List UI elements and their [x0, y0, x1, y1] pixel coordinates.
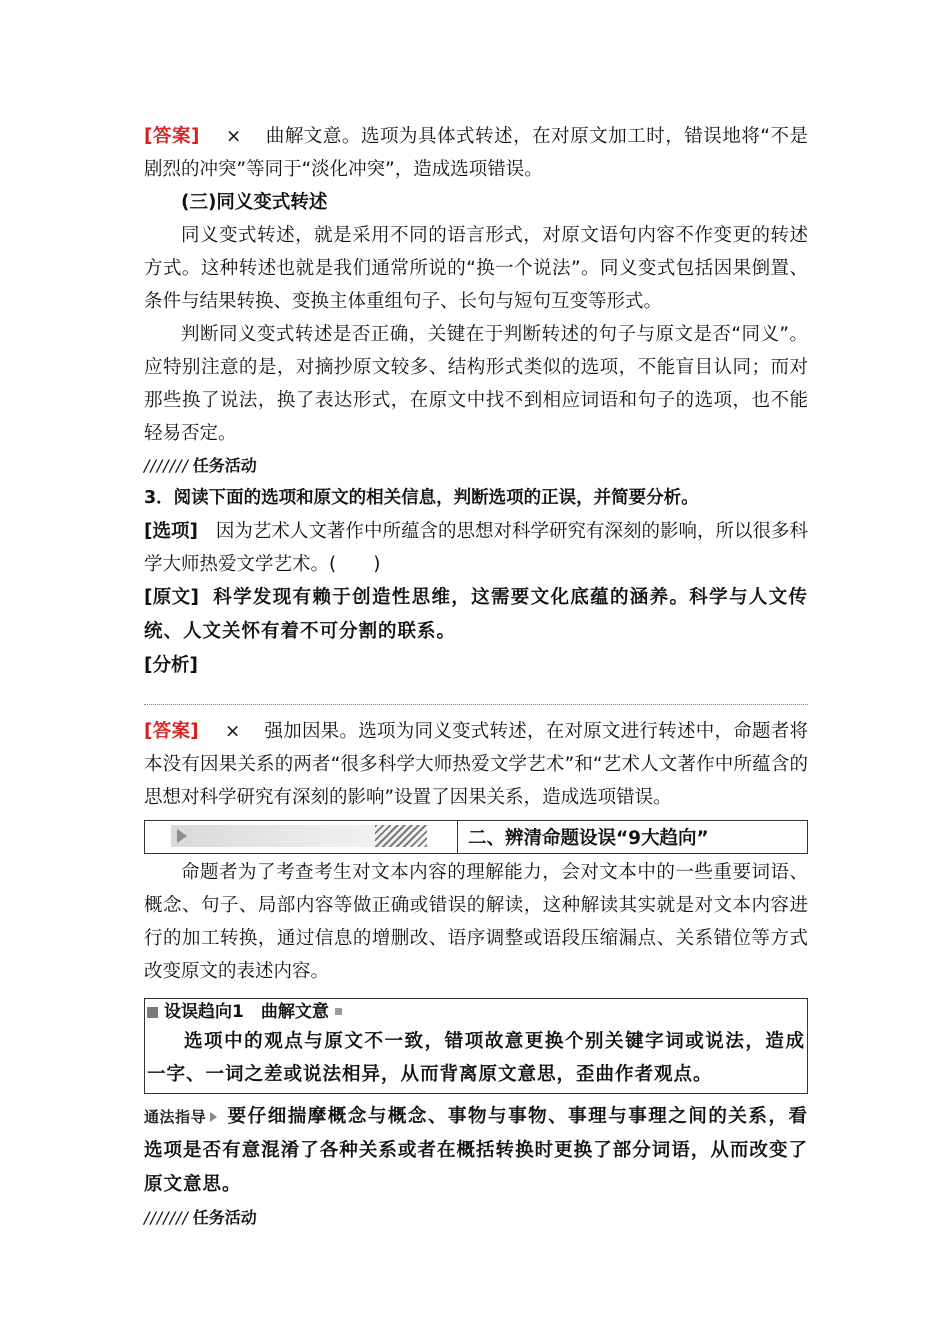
play-icon: [177, 829, 187, 843]
answer-2: [144, 715, 808, 814]
section-paragraph-1: 同义变式转述，就是采用不同的语言形式，对原文语句内容不作变更的转述方式。这种转述也就是我们通常所说的“换一个说法”。同义变式包括因果倒置、条件与结果转换、变换主体重组句子、长句与短句互变等形式。: [144, 225, 808, 312]
small-square-icon: [335, 1008, 342, 1015]
task-activity-label: [144, 1202, 808, 1234]
part-intro: 命题者为了考查考生对文本内容的理解能力，会对文本中的一些重要词语、概念、句子、局部内容等做正确或错误的解读，这种解读其实就是对文本内容进行的加工转换，通过信息的增删改、语序调整或语段压缩漏点、关系错位等方式改变原文的表述内容。: [144, 862, 808, 982]
answer-writing-line: [144, 704, 808, 705]
trend-heading: [145, 999, 807, 1025]
part-title-bar: [144, 820, 808, 854]
guide-text: 要仔细揣摩概念与概念、事物与事物、事理与事理之间的关系，看选项是否有意混淆了各种关系或者在概括转换时更换了部分词语，从而改变了原文意思。: [144, 1106, 808, 1195]
answer-tag: [答案]: [144, 126, 200, 147]
section-paragraph-2: 判断同义变式转述是否正确，关键在于判断转述的句子与原文是否“同义”。应特别注意的是，对摘抄原文较多、结构形式类似的选项，不能盲目认同；而对那些换了说法，换了表达形式，在原文中找不到相应词语和句子的选项，也不能轻易否定。: [144, 324, 808, 444]
question-stem: 3．阅读下面的选项和原文的相关信息，判断选项的正误，并简要分析。: [144, 488, 699, 508]
question-source: [144, 581, 808, 649]
answer-text: 强加因果。选项为同义变式转述，在对原文进行转述中，命题者将本没有因果关系的两者“很多科学大师热爱文学艺术”和“艺术人文著作中所蕴含的思想对科学研究有深刻的影响”设置了因果关系，造成选项错误。: [144, 721, 808, 808]
title-bar-decoration: [145, 821, 458, 853]
source-tag: [原文]: [144, 587, 199, 608]
method-guide: [144, 1100, 808, 1202]
answer-text: 曲解文意。选项为具体式转述，在对原文加工时，错误地将“不是剧烈的冲突”等同于“淡化冲突”，造成选项错误。: [144, 126, 808, 180]
task-label: 任务活动: [192, 456, 257, 475]
square-bullet-icon: [147, 1007, 158, 1018]
task-slashes: ///////: [144, 1208, 189, 1227]
triangle-icon: [210, 1112, 217, 1122]
trend-text: 选项中的观点与原文不一致，错项故意更换个别关键字词或说法，造成一字、一词之差或说法相异，从而背离原文意思，歪曲作者观点。: [147, 1031, 805, 1085]
trend-box: [144, 998, 808, 1094]
task-activity-label: [144, 450, 808, 482]
answer-1: [144, 120, 808, 186]
wrong-mark: ×: [224, 721, 241, 742]
section-heading: (三)同义变式转述: [181, 192, 328, 213]
source-text: 科学发现有赖于创造性思维，这需要文化底蕴的涵养。科学与人文传统、人文关怀有着不可分割的联系。: [144, 587, 808, 642]
trend-label: 设误趋向1 曲解文意: [164, 1002, 329, 1022]
page-content: [144, 120, 808, 1234]
option-text: 因为艺术人文著作中所蕴含的思想对科学研究有深刻的影响，所以很多科学大师热爱文学艺术。( ): [144, 521, 808, 575]
question-option: [144, 515, 808, 581]
task-slashes: ///////: [144, 456, 189, 475]
analysis-tag: [分析]: [144, 655, 198, 676]
guide-tag: 通法指导: [144, 1108, 217, 1126]
part-title: 二、辨清命题设误“9大趋向”: [468, 828, 709, 849]
task-label: 任务活动: [192, 1208, 257, 1227]
option-tag: [选项]: [144, 521, 198, 542]
answer-tag: [答案]: [144, 721, 199, 742]
wrong-mark: ×: [225, 126, 242, 147]
